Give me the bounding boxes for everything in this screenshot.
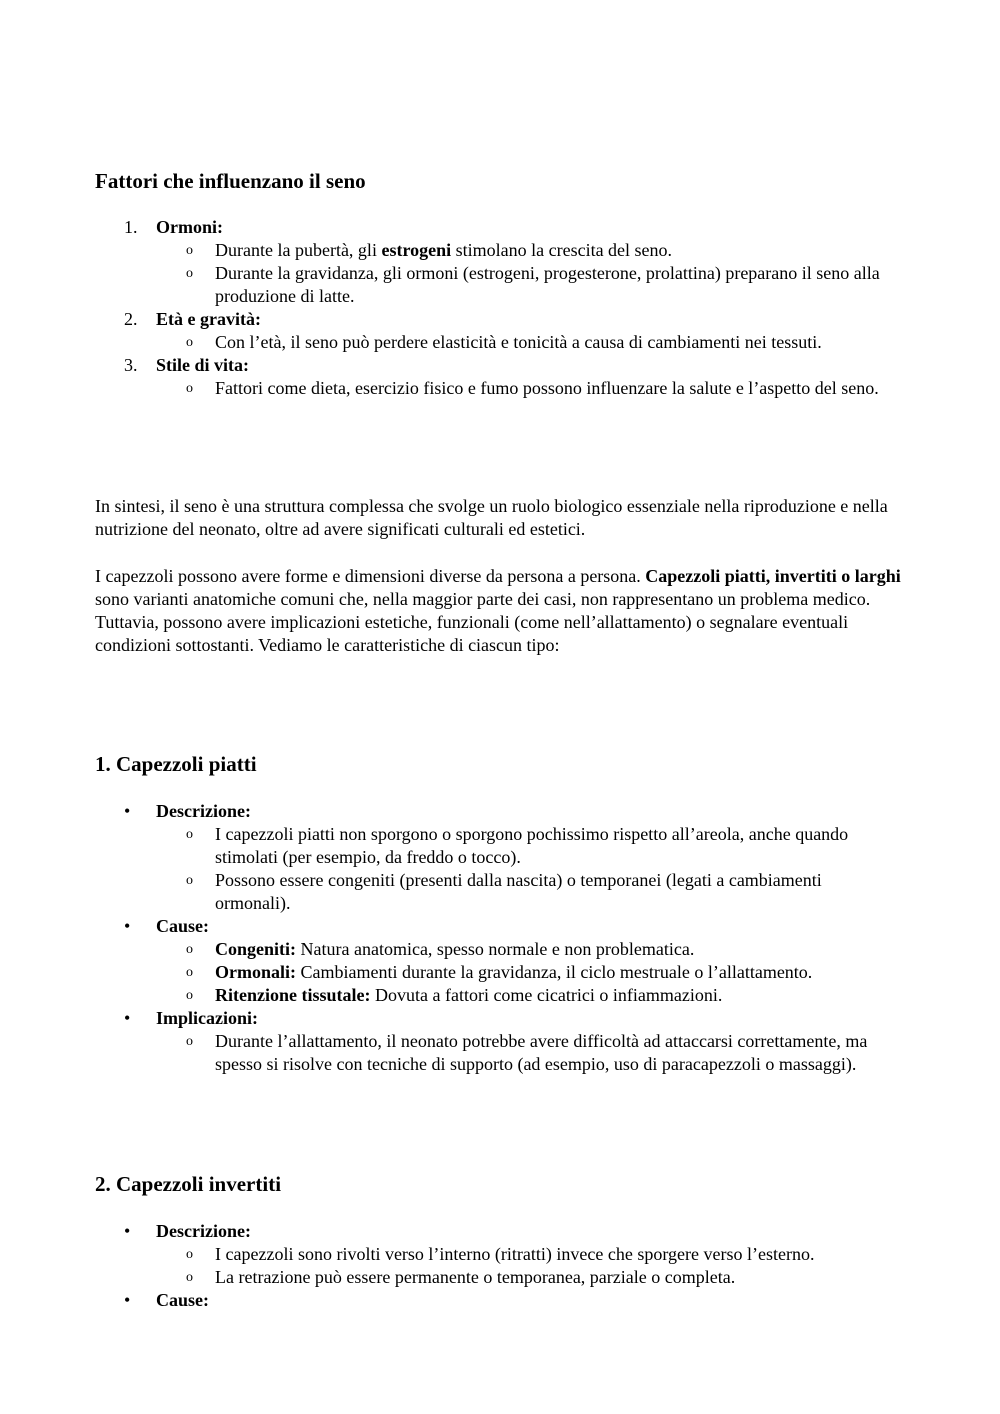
section-title-invertiti: 2. Capezzoli invertiti [95, 1172, 282, 1196]
bullet-list-piatti [95, 800, 905, 1076]
sub-item-text: La retrazione può essere permanente o temporanea, parziale o completa. [215, 1267, 736, 1287]
circle-bullet-icon: o [186, 942, 193, 957]
list-item-label: Età e gravità: [156, 309, 261, 329]
sub-item [95, 377, 905, 400]
list-item-label: Implicazioni: [156, 1008, 258, 1028]
sub-item [95, 961, 905, 984]
circle-bullet-icon: o [186, 1247, 193, 1262]
bullet-icon: • [124, 916, 131, 936]
sub-item-text: stimolano la crescita del seno. [451, 240, 673, 260]
bullet-icon: • [124, 801, 131, 821]
numbered-list-fattori [95, 216, 905, 400]
sub-item [95, 1243, 905, 1266]
sub-item-bold: estrogeni [381, 240, 452, 260]
intro-text: I capezzoli possono avere forme e dimensioni diverse da persona a persona. [95, 566, 646, 586]
list-item-label: Cause: [156, 1290, 209, 1310]
circle-bullet-icon: o [186, 335, 193, 350]
section-title-fattori: Fattori che influenzano il seno [95, 169, 366, 193]
sub-item [95, 239, 905, 262]
sub-item-text: Durante la gravidanza, gli ormoni (estrogeni, progesterone, prolattina) preparano il seno alla produzione di latte. [215, 263, 880, 306]
summary-paragraph: In sintesi, il seno è una struttura complessa che svolge un ruolo biologico essenziale nella riproduzione e nella nutrizione del neonato, oltre ad avere significati culturali ed estetici. [95, 496, 888, 539]
sub-item [95, 869, 905, 915]
list-item-descrizione [95, 1220, 905, 1243]
bullet-icon: • [124, 1290, 131, 1310]
list-item-cause [95, 1289, 905, 1312]
sub-item [95, 823, 905, 869]
list-item-eta [95, 308, 905, 331]
circle-bullet-icon: o [186, 266, 193, 281]
sub-item [95, 331, 905, 354]
intro-paragraph [95, 565, 905, 657]
sub-item-bold: Congeniti: [215, 939, 296, 959]
circle-bullet-icon: o [186, 243, 193, 258]
circle-bullet-icon: o [186, 381, 193, 396]
sub-item-text: Cambiamenti durante la gravidanza, il ciclo mestruale o l’allattamento. [296, 962, 813, 982]
sub-item [95, 262, 905, 308]
bullet-icon: • [124, 1221, 131, 1241]
section-title-piatti: 1. Capezzoli piatti [95, 752, 257, 776]
sub-item [95, 1030, 905, 1076]
sub-item [95, 938, 905, 961]
list-item-label: Stile di vita: [156, 355, 249, 375]
sub-item [95, 1266, 905, 1289]
sub-item-text: Natura anatomica, spesso normale e non problematica. [296, 939, 695, 959]
list-item-implicazioni [95, 1007, 905, 1030]
sub-item-text: Con l’età, il seno può perdere elasticità e tonicità a causa di cambiamenti nei tessuti. [215, 332, 822, 352]
list-item-descrizione [95, 800, 905, 823]
sub-item-text: I capezzoli piatti non sporgono o sporgono pochissimo rispetto all’areola, anche quando stimolati (per esempio, da freddo o tocco). [215, 824, 849, 867]
circle-bullet-icon: o [186, 1270, 193, 1285]
circle-bullet-icon: o [186, 988, 193, 1003]
list-number: 1. [124, 217, 138, 237]
list-item-label: Cause: [156, 916, 209, 936]
sub-item-text: Possono essere congeniti (presenti dalla nascita) o temporanei (legati a cambiamenti ormonali). [215, 870, 822, 913]
list-item-label: Ormoni: [156, 217, 223, 237]
circle-bullet-icon: o [186, 1034, 193, 1049]
list-item-label: Descrizione: [156, 1221, 251, 1241]
list-number: 2. [124, 309, 138, 329]
sub-item [95, 984, 905, 1007]
circle-bullet-icon: o [186, 965, 193, 980]
sub-item-text: Dovuta a fattori come cicatrici o infiammazioni. [370, 985, 723, 1005]
list-item-ormoni [95, 216, 905, 239]
bullet-icon: • [124, 1008, 131, 1028]
list-item-stile [95, 354, 905, 377]
bullet-list-invertiti [95, 1220, 905, 1312]
list-number: 3. [124, 355, 138, 375]
sub-item-bold: Ormonali: [215, 962, 296, 982]
intro-text: sono varianti anatomiche comuni che, nella maggior parte dei casi, non rappresentano un problema medico. Tuttavia, possono avere implicazioni estetiche, funzionali (come nell’allattamento) o segnalare eventuali condizioni sottostanti. Vediamo le caratteristiche di ciascun tipo: [95, 589, 871, 655]
sub-item-text: Durante l’allattamento, il neonato potrebbe avere difficoltà ad attaccarsi correttamente, ma spesso si risolve con tecniche di supporto (ad esempio, uso di paracapezzoli o massaggi). [215, 1031, 868, 1074]
intro-bold: Capezzoli piatti, invertiti o larghi [645, 566, 901, 586]
circle-bullet-icon: o [186, 827, 193, 842]
sub-item-bold: Ritenzione tissutale: [215, 985, 371, 1005]
sub-item-text: Durante la pubertà, gli [215, 240, 382, 260]
list-item-cause [95, 915, 905, 938]
circle-bullet-icon: o [186, 873, 193, 888]
sub-item-text: I capezzoli sono rivolti verso l’interno (ritratti) invece che sporgere verso l’esterno. [215, 1244, 815, 1264]
sub-item-text: Fattori come dieta, esercizio fisico e fumo possono influenzare la salute e l’aspetto del seno. [215, 378, 879, 398]
list-item-label: Descrizione: [156, 801, 251, 821]
